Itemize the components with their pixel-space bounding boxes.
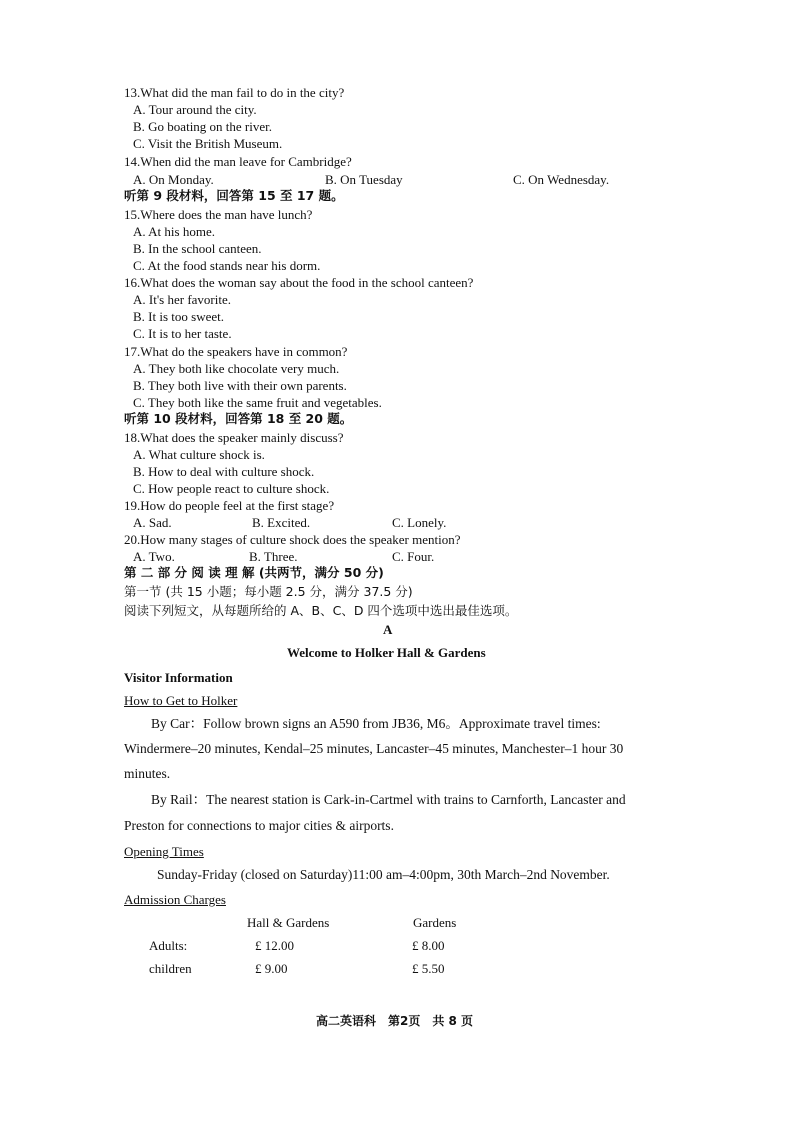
by-rail-line-2: Preston for connections to major cities & airports.: [124, 818, 394, 833]
how-to-get-heading: How to Get to Holker: [124, 693, 238, 708]
question-14-stem: 14.When did the man leave for Cambridge?: [124, 154, 352, 169]
question-18-stem: 18.What does the speaker mainly discuss?: [124, 430, 344, 445]
table-row-label-children: children: [149, 961, 192, 976]
question-14-option-a: A. On Monday.: [133, 172, 214, 187]
question-15-stem: 15.Where does the man have lunch?: [124, 207, 313, 222]
table-cell-adults-gardens: £ 8.00: [412, 938, 445, 953]
question-20-option-c: C. Four.: [392, 549, 435, 564]
question-13-option-a: A. Tour around the city.: [133, 102, 257, 117]
question-13-option-b: B. Go boating on the river.: [133, 119, 273, 134]
question-20-stem: 20.How many stages of culture shock does the speaker mention?: [124, 532, 461, 547]
opening-times-heading: Opening Times: [124, 844, 204, 859]
reading-section-1: 第一节 (共 15 小题；每小题 2.5 分，满分 37.5 分): [124, 584, 413, 599]
question-18-option-b: B. How to deal with culture shock.: [133, 464, 315, 479]
question-14-option-b: B. On Tuesday: [325, 172, 403, 187]
passage-title: Welcome to Holker Hall & Gardens: [287, 645, 486, 660]
question-15-option-b: B. In the school canteen.: [133, 241, 262, 256]
question-14-option-c: C. On Wednesday.: [513, 172, 610, 187]
question-17-option-c: C. They both like the same fruit and vegetables.: [133, 395, 382, 410]
question-16-option-a: A. It's her favorite.: [133, 292, 232, 307]
table-header-hall-gardens: Hall & Gardens: [247, 915, 330, 930]
passage-letter: A: [383, 622, 393, 637]
question-20-option-a: A. Two.: [133, 549, 175, 564]
table-row-label-adults: Adults:: [149, 938, 188, 953]
by-car-line-2: Windermere–20 minutes, Kendal–25 minutes, Lancaster–45 minutes, Manchester–1 hour 30: [124, 741, 624, 756]
question-19-stem: 19.How do people feel at the first stage?: [124, 498, 335, 513]
section-10-instruction: 听第 10 段材料，回答第 18 至 20 题。: [124, 411, 353, 426]
page-footer: 高二英语科 第2页 共 8 页: [316, 1014, 474, 1028]
by-car-line-3: minutes.: [124, 766, 171, 781]
section-9-instruction: 听第 9 段材料，回答第 15 至 17 题。: [124, 188, 344, 203]
table-cell-adults-hall: £ 12.00: [255, 938, 294, 953]
admission-charges-heading: Admission Charges: [124, 892, 226, 907]
reading-part-title: 第 二 部 分 阅 读 理 解 (共两节，满分 50 分): [124, 565, 384, 580]
question-20-option-b: B. Three.: [249, 549, 298, 564]
question-16-option-b: B. It is too sweet.: [133, 309, 224, 324]
question-19-option-a: A. Sad.: [133, 515, 172, 530]
question-19-option-b: B. Excited.: [252, 515, 311, 530]
question-16-option-c: C. It is to her taste.: [133, 326, 232, 341]
by-car-line-1: By Car：Follow brown signs an A590 from JB36, M6。Approximate travel times:: [151, 716, 601, 731]
question-15-option-a: A. At his home.: [133, 224, 215, 239]
question-19-option-c: C. Lonely.: [392, 515, 447, 530]
question-15-option-c: C. At the food stands near his dorm.: [133, 258, 321, 273]
question-16-stem: 16.What does the woman say about the food in the school canteen?: [124, 275, 474, 290]
question-13-stem: 13.What did the man fail to do in the city?: [124, 85, 345, 100]
question-18-option-c: C. How people react to culture shock.: [133, 481, 330, 496]
question-18-option-a: A. What culture shock is.: [133, 447, 265, 462]
reading-instruction: 阅读下列短文，从每题所给的 A、B、C、D 四个选项中选出最佳选项。: [124, 603, 518, 618]
table-header-gardens: Gardens: [413, 915, 457, 930]
by-rail-line-1: By Rail：The nearest station is Cark-in-Cartmel with trains to Carnforth, Lancaster and: [151, 792, 626, 807]
question-13-option-c: C. Visit the British Museum.: [133, 136, 283, 151]
question-17-option-a: A. They both like chocolate very much.: [133, 361, 340, 376]
question-17-stem: 17.What do the speakers have in common?: [124, 344, 348, 359]
table-cell-children-hall: £ 9.00: [255, 961, 288, 976]
question-17-option-b: B. They both live with their own parents.: [133, 378, 347, 393]
visitor-information-heading: Visitor Information: [124, 670, 233, 685]
table-cell-children-gardens: £ 5.50: [412, 961, 445, 976]
opening-times-text: Sunday-Friday (closed on Saturday)11:00 am–4:00pm, 30th March–2nd November.: [157, 867, 610, 882]
